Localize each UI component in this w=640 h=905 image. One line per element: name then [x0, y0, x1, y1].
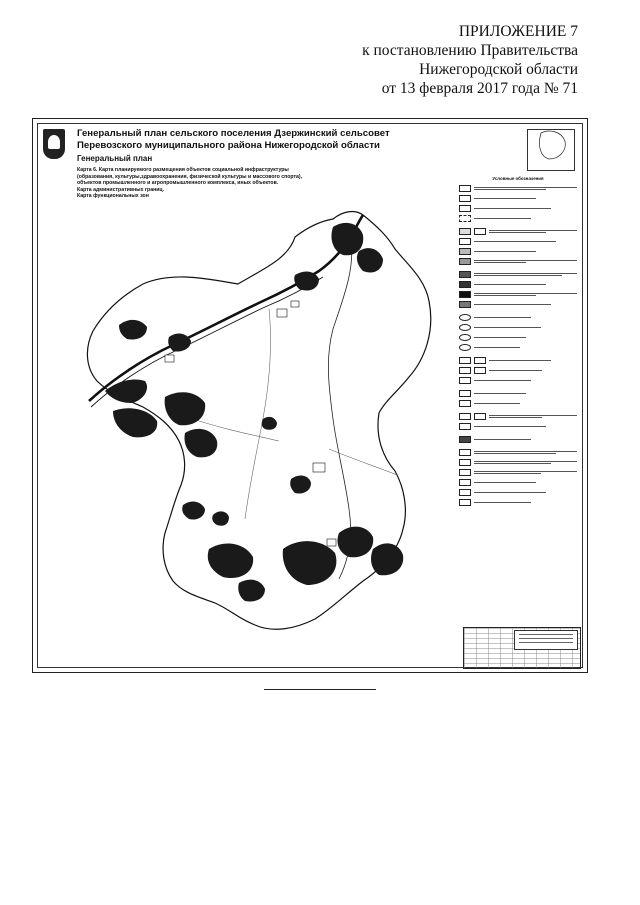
- legend-swatch: [459, 238, 471, 245]
- legend-row: [459, 215, 577, 222]
- settlement-block: [291, 301, 299, 307]
- legend-row: [459, 205, 577, 212]
- legend-row: [459, 400, 577, 407]
- forest-patch: [371, 543, 403, 575]
- map-desc-line5: Карта функциональных зон: [77, 193, 149, 200]
- title-block-stamp: [463, 627, 581, 669]
- legend-swatch: [459, 436, 471, 443]
- legend-row: [459, 301, 577, 308]
- legend-row: [459, 344, 577, 351]
- map-sheet: [32, 118, 588, 673]
- legend-swatch: [459, 423, 471, 430]
- settlement-block: [313, 463, 325, 472]
- legend-row: [459, 258, 577, 265]
- legend-row: [459, 314, 577, 321]
- legend-swatch: [459, 271, 471, 278]
- legend-swatch: [459, 334, 471, 341]
- legend-row: [459, 413, 577, 420]
- settlement-block: [165, 355, 174, 362]
- legend-row: [459, 324, 577, 331]
- legend-row: [459, 281, 577, 288]
- separator-line: [264, 689, 376, 690]
- legend-swatch: [459, 357, 471, 364]
- legend-row: [459, 248, 577, 255]
- legend-row: [459, 377, 577, 384]
- legend-row: [459, 423, 577, 430]
- appendix-header: [278, 22, 578, 98]
- legend-row: [459, 195, 577, 202]
- legend-swatch: [459, 377, 471, 384]
- legend-swatch: [459, 479, 471, 486]
- legend-swatch: [459, 367, 471, 374]
- location-inset: [527, 129, 575, 171]
- map-legend: [459, 177, 577, 597]
- legend-row: [459, 499, 577, 506]
- legend-row: [459, 390, 577, 397]
- legend-swatch: [459, 291, 471, 298]
- legend-swatch: [459, 258, 471, 265]
- legend-swatch: [474, 228, 486, 235]
- legend-swatch: [459, 195, 471, 202]
- legend-row: [459, 469, 577, 476]
- settlement-block: [277, 309, 287, 317]
- legend-row: [459, 185, 577, 192]
- legend-swatch: [474, 357, 486, 364]
- stamp-title-box: [514, 630, 578, 650]
- legend-swatch: [459, 248, 471, 255]
- legend-row: [459, 238, 577, 245]
- legend-row: [459, 367, 577, 374]
- legend-row: [459, 357, 577, 364]
- legend-swatch: [459, 185, 471, 192]
- legend-row: [459, 479, 577, 486]
- legend-swatch: [459, 301, 471, 308]
- legend-row: [459, 449, 577, 456]
- legend-swatch: [459, 205, 471, 212]
- appendix-date: от 13 февраля 2017 года № 71: [381, 80, 578, 97]
- legend-row: [459, 459, 577, 466]
- map-desc-line3: объектов промышленного и агропромышленного комплекса, иных объектов.: [77, 180, 279, 187]
- legend-row: [459, 228, 577, 235]
- legend-row: [459, 291, 577, 298]
- legend-swatch: [459, 413, 471, 420]
- legend-row: [459, 436, 577, 443]
- map-subtitle: Генеральный план: [77, 154, 153, 163]
- legend-swatch: [459, 390, 471, 397]
- legend-swatch: [459, 344, 471, 351]
- legend-swatch: [459, 228, 471, 235]
- map-desc-line4: Карта административных границ.: [77, 186, 165, 193]
- legend-swatch: [459, 459, 471, 466]
- legend-swatch: [459, 400, 471, 407]
- legend-swatch: [459, 449, 471, 456]
- legend-swatch: [474, 367, 486, 374]
- settlement-block: [327, 539, 336, 546]
- forest-patch: [113, 408, 157, 437]
- legend-swatch: [459, 469, 471, 476]
- legend-swatch: [459, 314, 471, 321]
- appendix-number: ПРИЛОЖЕНИЕ 7: [458, 23, 578, 40]
- map-title-line1: Генеральный план сельского поселения Дзержинский сельсовет: [77, 128, 390, 139]
- map-desc-line2: (образования, культуры,здравоохранения, физической культуры и массового спорта),: [77, 173, 303, 180]
- legend-swatch: [459, 499, 471, 506]
- appendix-resolution: к постановлению Правительства: [362, 42, 578, 59]
- map-title-line2: Перевозского муниципального района Нижегородской области: [77, 140, 380, 151]
- legend-swatch: [459, 489, 471, 496]
- legend-swatch: [459, 324, 471, 331]
- legend-swatch: [459, 281, 471, 288]
- legend-title: Условные обозначения: [492, 176, 544, 181]
- legend-swatch: [459, 215, 471, 222]
- legend-row: [459, 334, 577, 341]
- legend-row: [459, 489, 577, 496]
- legend-row: [459, 271, 577, 278]
- appendix-region: Нижегородской области: [419, 61, 578, 78]
- legend-swatch: [474, 413, 486, 420]
- map-desc-line1: Карта 6. Карта планируемого размещения объектов социальной инфраструктуры: [77, 167, 289, 173]
